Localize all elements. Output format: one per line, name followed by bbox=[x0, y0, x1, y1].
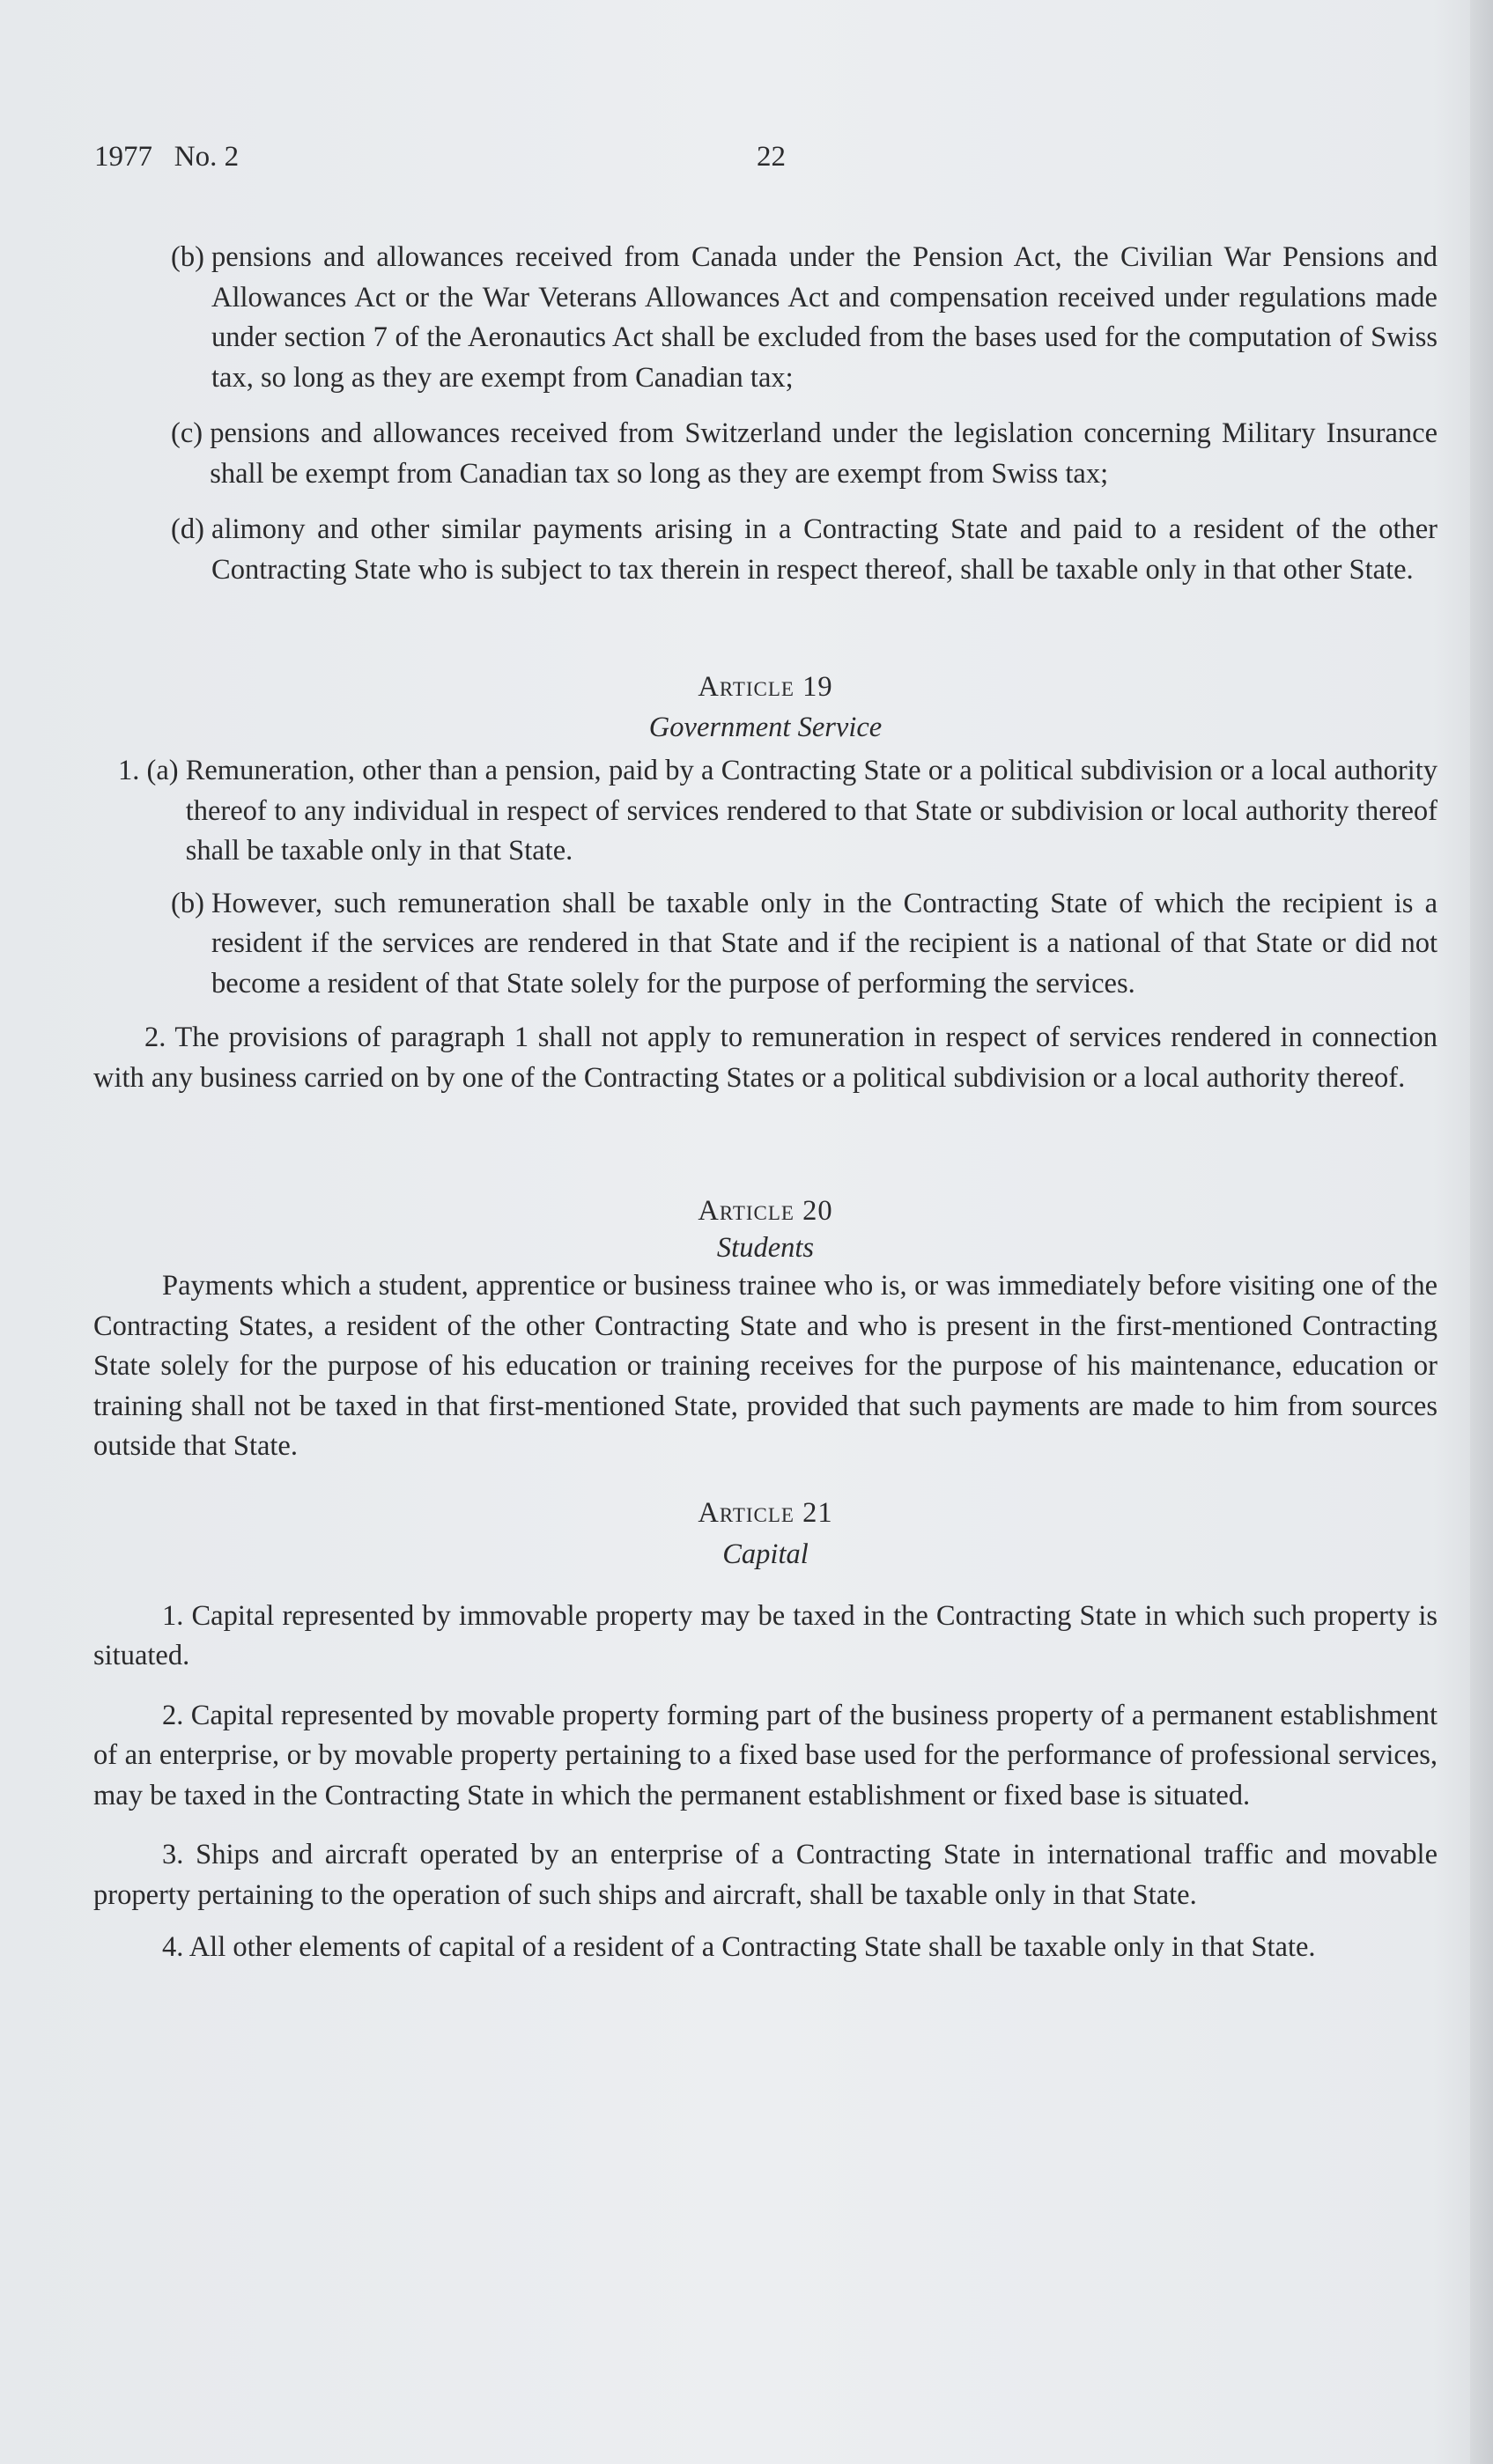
item-label: (b) bbox=[171, 887, 212, 919]
article-19-para-1a bbox=[118, 751, 1438, 872]
page-body bbox=[93, 238, 1438, 1968]
item-label: (d) bbox=[171, 513, 212, 545]
item-label: (b) bbox=[171, 241, 212, 273]
statute-year-number: 1977 No. 2 bbox=[94, 141, 240, 173]
item-text: Remuneration, other than a pension, paid by a Contracting State or a political subdivision or a local authority thereof to any individual in respect of services rendered to that State or subdivision or local authority thereof shall be taxable only in that State. bbox=[185, 755, 1438, 867]
article-20-subheading: Students bbox=[716, 1231, 815, 1264]
article-21-para-2: 2. Capital represented by movable property forming part of the business property of a permanent establishment of an enterprise, or by movable property pertaining to a fixed base used for the performance of professional services, may be taxed in the Contracting State in which the permanent establishment or fixed base is situated. bbox=[93, 1699, 1438, 1811]
article-21-para-4: 4. All other elements of capital of a resident of a Contracting State shall be taxable only in that State. bbox=[162, 1931, 1316, 1963]
article-20-text: Payments which a student, apprentice or business trainee who is, or was immediately before visiting one of the Contracting States, a resident of the other Contracting State and who is present in the first-mentioned Contracting State solely for the purpose of his education or training receives for the purpose of his maintenance, education or training shall not be taxed in that first-mentioned State, provided that such payments are made to him from sources outside that State. bbox=[93, 1270, 1438, 1462]
list-item-b bbox=[171, 238, 1438, 398]
article-19-subheading: Government Service bbox=[648, 711, 883, 743]
article-21-para-3: 3. Ships and aircraft operated by an enterprise of a Contracting State in international traffic and movable property pertaining to the operation of such ships and aircraft, shall be taxable only in that State. bbox=[93, 1839, 1438, 1911]
list-item-c bbox=[171, 414, 1438, 494]
article-20-heading: Article 20 bbox=[698, 1195, 833, 1227]
list-item-d bbox=[171, 510, 1438, 590]
article-21-heading: Article 21 bbox=[698, 1496, 833, 1529]
item-text: alimony and other similar payments arising in a Contracting State and paid to a resident of the other Contracting State who is subject to tax therein in respect thereof, shall be taxable only in that other State. bbox=[211, 513, 1438, 586]
item-text: pensions and allowances received from Switzerland under the legislation concerning Military Insurance shall be exempt from Canadian tax so long as they are exempt from Swiss tax; bbox=[210, 417, 1438, 490]
item-label: (c) bbox=[171, 417, 211, 449]
page-number: 22 bbox=[757, 141, 786, 173]
item-label: 1. (a) bbox=[118, 755, 186, 786]
article-21-para-1: 1. Capital represented by immovable property may be taxed in the Contracting State in which such property is situated. bbox=[93, 1599, 1438, 1671]
item-text: pensions and allowances received from Canada under the Pension Act, the Civilian War Pensions and Allowances Act or the War Veterans Allowances Act and compensation received under regulations made under section 7 of the Aeronautics Act shall be excluded from the bases used for the computation of Swiss tax, so long as they are exempt from Canadian tax; bbox=[211, 241, 1438, 394]
item-text: However, such remuneration shall be taxable only in the Contracting State of which the recipient is a resident if the services are rendered in that State and if the recipient is a national of that State or did not become a resident of that State solely for the purpose of performing the services. bbox=[211, 887, 1438, 1000]
article-19-para-1b bbox=[171, 884, 1438, 1005]
page-edge-shadow bbox=[1470, 0, 1493, 2464]
article-19-para-2: 2. The provisions of paragraph 1 shall not apply to remuneration in respect of services rendered in connection with any business carried on by one of the Contracting States or a political subdivision or a local authority thereof. bbox=[93, 1022, 1438, 1094]
article-21-subheading: Capital bbox=[722, 1538, 809, 1570]
article-19-heading: Article 19 bbox=[698, 671, 833, 703]
